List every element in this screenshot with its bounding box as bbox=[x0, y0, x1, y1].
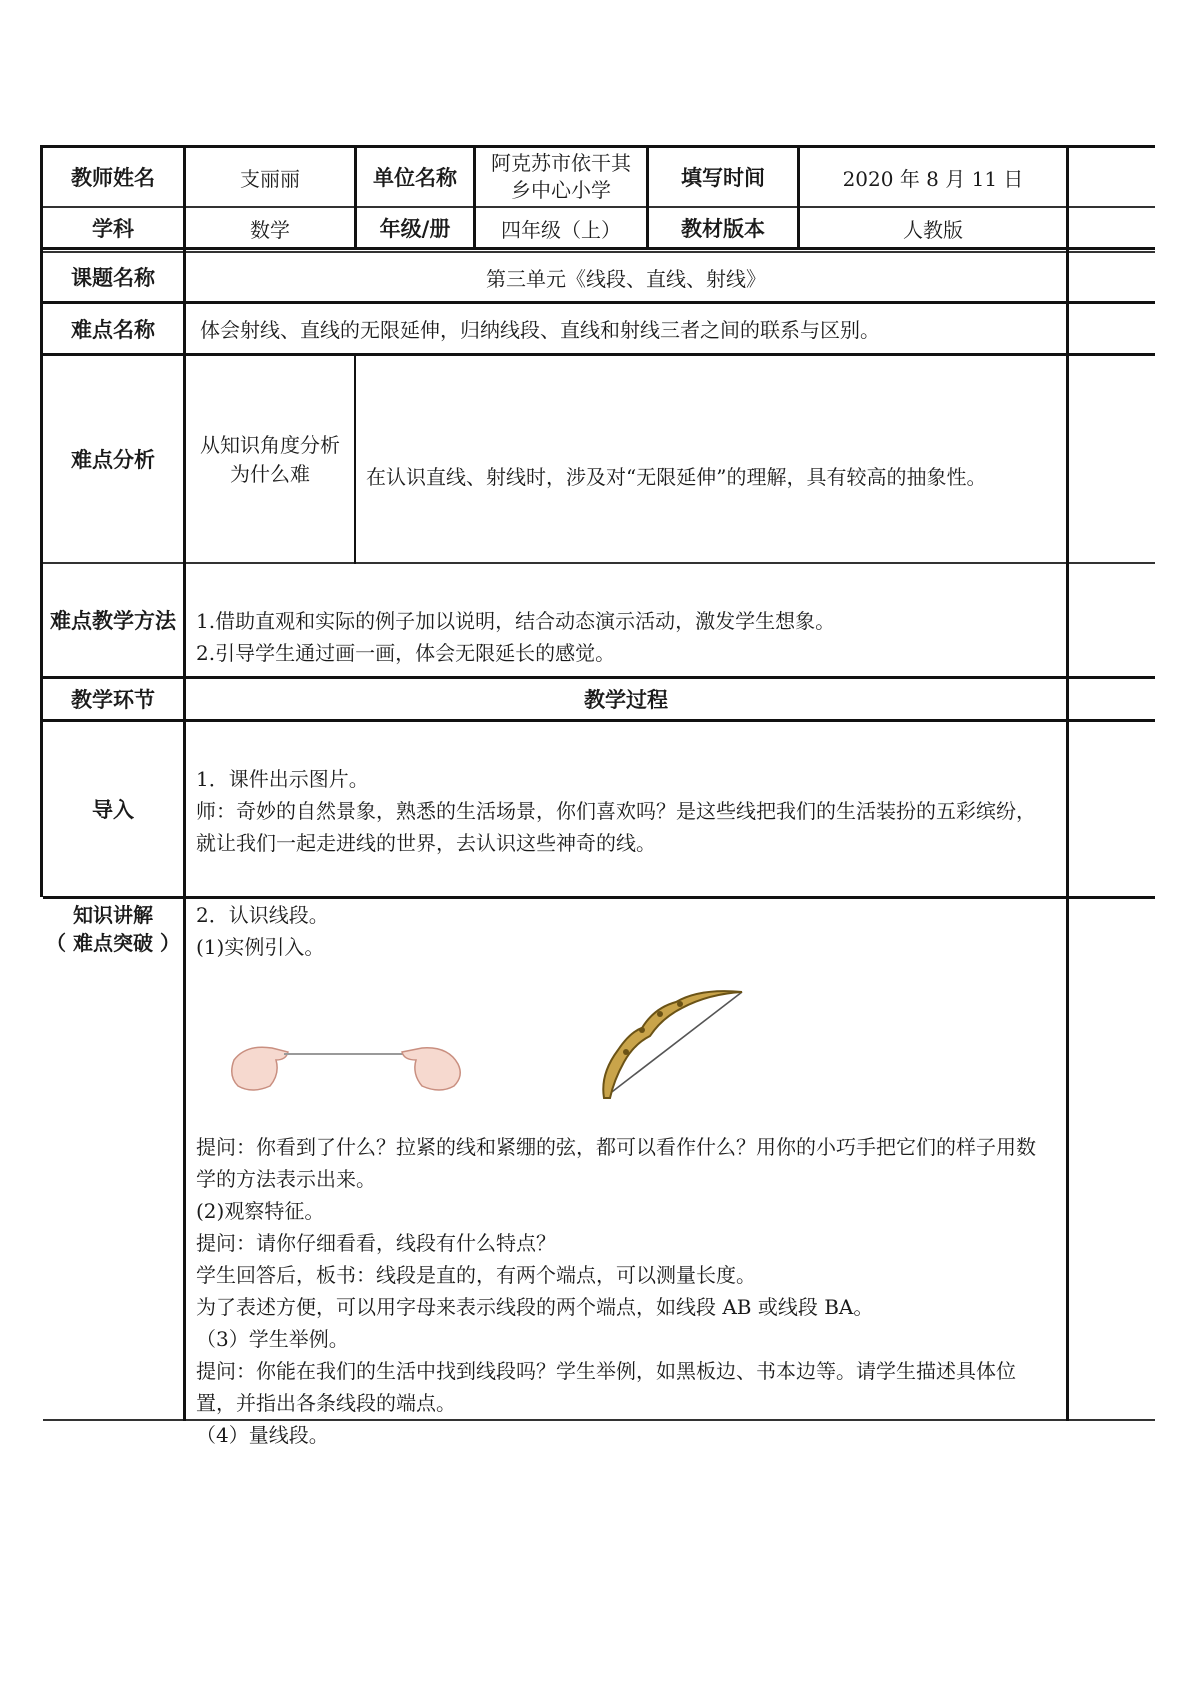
bow-ornament-icon bbox=[623, 1049, 629, 1055]
unit-name-value bbox=[476, 148, 646, 206]
knowledge-line: 学生回答后，板书：线段是直的，有两个端点，可以测量长度。 bbox=[196, 1263, 756, 1287]
grade-value: 四年级（上） bbox=[501, 217, 621, 242]
row-divider bbox=[43, 719, 1155, 722]
bow-ornament-icon bbox=[657, 1011, 663, 1017]
method-line: 1.借助直观和实际的例子加以说明，结合动态演示活动，激发学生想象。 bbox=[196, 609, 836, 633]
right-hand-icon bbox=[402, 1048, 460, 1090]
knowledge-line: 置，并指出各条线段的端点。 bbox=[196, 1391, 456, 1415]
row-divider bbox=[43, 353, 1155, 356]
knowledge-line: (1)实例引入。 bbox=[196, 935, 325, 959]
method-line: 2.引导学生通过画一画，体会无限延长的感觉。 bbox=[196, 641, 616, 665]
stage-header: 教学环节 bbox=[71, 688, 155, 712]
subject-label: 学科 bbox=[92, 217, 134, 241]
method-label: 难点教学方法 bbox=[50, 609, 176, 633]
hands-string-illustration bbox=[226, 1030, 466, 1100]
bow-illustration bbox=[596, 978, 756, 1106]
topic-value: 第三单元《线段、直线、射线》 bbox=[486, 266, 766, 291]
knowledge-line: （3）学生举例。 bbox=[196, 1327, 349, 1351]
method-text bbox=[196, 605, 835, 669]
knowledge-line: 提问：你能在我们的生活中找到线段吗？学生举例，如黑板边、书本边等。请学生描述具体位 bbox=[196, 1359, 1016, 1383]
intro-line: 师：奇妙的自然景象，熟悉的生活场景，你们喜欢吗？是这些线把我们的生活装扮的五彩缤纷， bbox=[196, 799, 1036, 823]
fill-date-label: 填写时间 bbox=[681, 166, 765, 190]
subject-value: 数学 bbox=[250, 217, 290, 242]
row-divider bbox=[43, 562, 1155, 564]
analysis-sub-label-line: 从知识角度分析 bbox=[200, 433, 340, 457]
analysis-label: 难点分析 bbox=[71, 448, 155, 472]
intro-label: 导入 bbox=[92, 798, 134, 822]
knowledge-line: 2．认识线段。 bbox=[196, 903, 329, 927]
intro-line: 1．课件出示图片。 bbox=[196, 767, 369, 791]
difficulty-value: 体会射线、直线的无限延伸，归纳线段、直线和射线三者之间的联系与区别。 bbox=[200, 318, 880, 342]
bow-ornament-icon bbox=[677, 1001, 683, 1007]
knowledge-label-line: （ 难点突破 ） bbox=[46, 931, 180, 955]
knowledge-body-text bbox=[196, 1131, 1036, 1451]
difficulty-label: 难点名称 bbox=[71, 317, 155, 342]
intro-text bbox=[196, 763, 1036, 859]
teacher-name-value: 支丽丽 bbox=[240, 166, 300, 191]
knowledge-label-line: 知识讲解 bbox=[73, 903, 153, 927]
unit-name-line: 乡中心小学 bbox=[511, 178, 611, 202]
knowledge-line: 学的方法表示出来。 bbox=[196, 1167, 376, 1191]
unit-name-line: 阿克苏市依干其 bbox=[491, 151, 631, 175]
analysis-sub-label-line: 为什么难 bbox=[230, 462, 310, 486]
unit-name-label: 单位名称 bbox=[373, 166, 457, 190]
process-header: 教学过程 bbox=[584, 688, 668, 712]
analysis-value: 在认识直线、射线时，涉及对“无限延伸”的理解，具有较高的抽象性。 bbox=[366, 464, 987, 489]
topic-label: 课题名称 bbox=[71, 266, 155, 290]
analysis-sub-label bbox=[186, 420, 354, 500]
knowledge-line: 提问：你看到了什么？拉紧的线和紧绷的弦，都可以看作什么？用你的小巧手把它们的样子用数 bbox=[196, 1135, 1036, 1159]
knowledge-line: (2)观察特征。 bbox=[196, 1199, 325, 1223]
table-right-border bbox=[1066, 145, 1069, 1421]
left-hand-icon bbox=[232, 1047, 288, 1090]
intro-line: 就让我们一起走进线的世界，去认识这些神奇的线。 bbox=[196, 831, 656, 855]
knowledge-line: （4）量线段。 bbox=[196, 1423, 329, 1447]
bow-ornament-icon bbox=[639, 1027, 645, 1033]
edition-label: 教材版本 bbox=[681, 217, 765, 241]
edition-value: 人教版 bbox=[903, 217, 963, 242]
knowledge-label bbox=[43, 901, 183, 957]
grade-label: 年级/册 bbox=[379, 217, 451, 241]
knowledge-line: 提问：请你仔细看看，线段有什么特点？ bbox=[196, 1231, 556, 1255]
knowledge-line: 为了表述方便，可以用字母来表示线段的两个端点，如线段 AB 或线段 BA。 bbox=[196, 1295, 874, 1319]
teacher-name-label: 教师姓名 bbox=[71, 166, 155, 190]
fill-date-value: 2020 年 8 月 11 日 bbox=[842, 166, 1024, 191]
knowledge-intro-text bbox=[196, 899, 329, 963]
